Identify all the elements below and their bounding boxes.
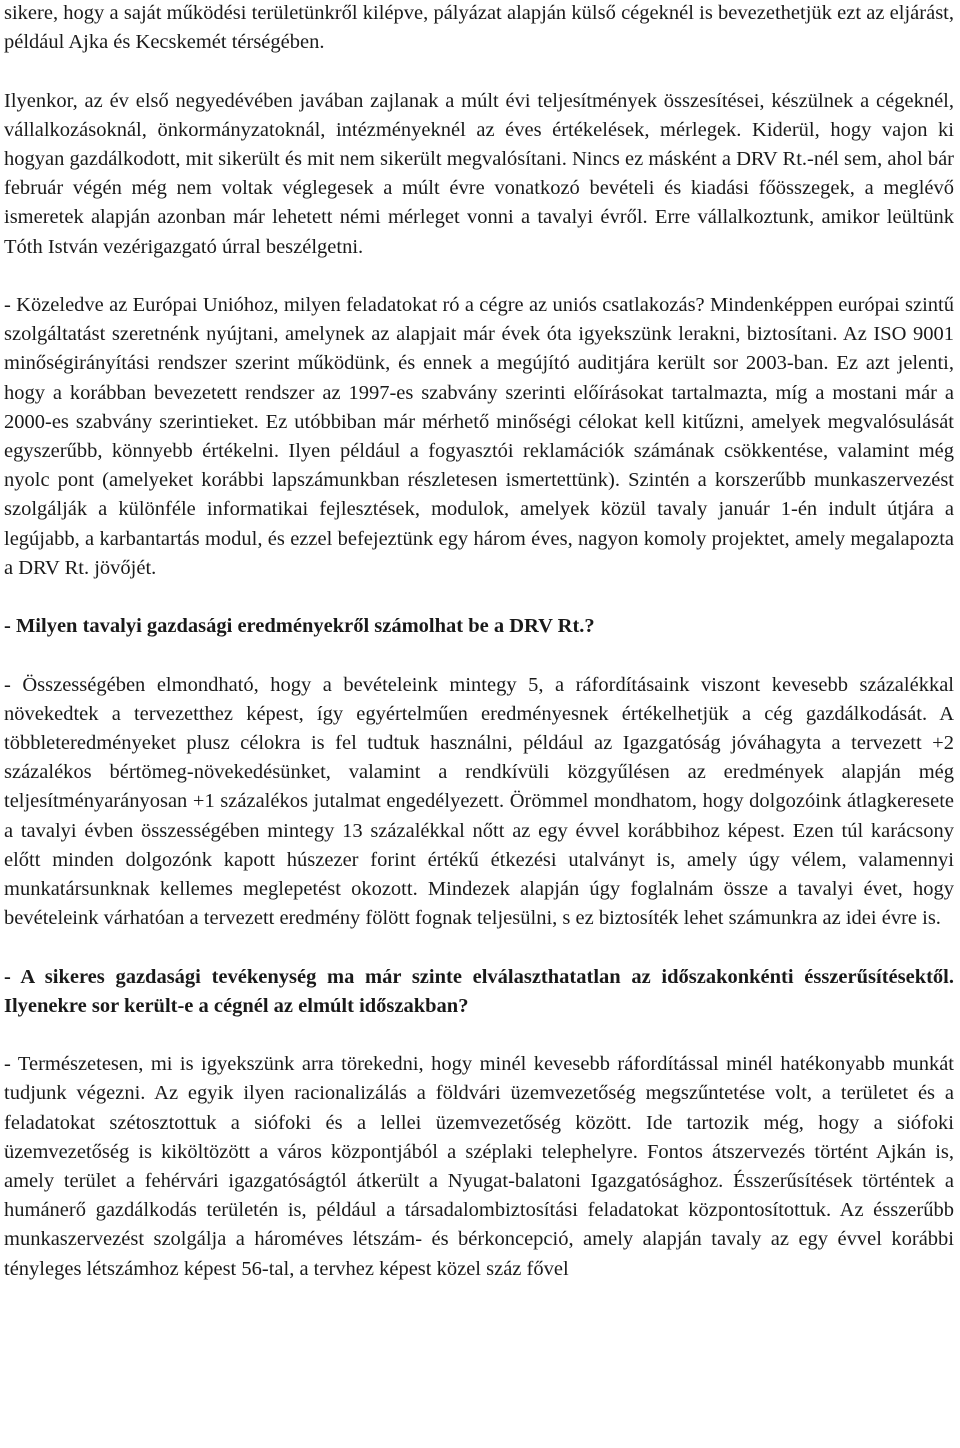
- paragraph-lead: Ilyenkor, az év első negyedévében javában zajlanak a múlt évi teljesítmények összesítései, készülnek a cégeknél, vállalkozásoknál, önkormányzatoknál, intézményeknél az éves értékelések, mérlegek. Kiderül, hogy vajon ki hogyan gazdálkodott, mit sikerült és mit nem sikerült megvalósítani. Nincs ez másként a DRV Rt.-nél sem, ahol bár február végén még nem voltak véglegesek a múlt évre vonatkozó bevételi és kiadási főösszegek, a meglévő ismeretek alapján azonban már lehetett némi mérleget vonni a tavalyi évről. Erre vállalkoztunk, amikor leültünk Tóth István vezérigazgató úrral beszélgetni.: [4, 89, 954, 258]
- paragraph-results-answer: - Összességében elmondható, hogy a bevételeink mintegy 5, a ráfordításaink viszont kevesebb százalékkal növekedtek a tervezetthez képest, így egyértelműen eredményesnek értékelhetjük a cég gazdálkodását. A többleteredményeket plusz célokra is fel tudtuk használni, például az Igazgatóság jóváhagyta a tervezett +2 százalékos bértömeg-növekedésünket, valamint a rendkívüli közgyűlésen az eredmények alapján még teljesítményarányosan +1 százalékos jutalmat engedélyezett. Örömmel mondhatom, hogy dolgozóink átlagkeresete a tavalyi évben összességében mintegy 13 százalékkal nőtt az egy évvel korábbihoz képest. Ezen túl karácsony előtt minden dolgozónk kapott húszezer forint értékű étkezési utalványt is, amely úgy vélem, valamennyi munkatársunknak kellemes meglepetést okozott. Mindezek alapján úgy foglalnám össze a tavalyi évet, hogy bevételeink várhatóan a tervezett eredmény fölött fognak teljesülni, s ez biztosíték lehet számunkra az idei évre is.: [4, 673, 954, 930]
- document-page: [4, 0, 954, 1313]
- paragraph-rationalization-answer: - Természetesen, mi is igyekszünk arra törekedni, hogy minél kevesebb ráfordítással minél hatékonyabb munkát tudjunk végezni. Az egyik ilyen racionalizálás a földvári üzemvezetőség megszűntetése volt, a területet és a feladatokat szétosztottuk a siófoki és a lellei üzemvezetőség között. Ide tartozik még, hogy a siófoki üzemvezetőség is kiköltözött a város központjából a széplaki telephelyre. Fontos átszervezés történt Ajkán is, amely terület a fehérvári igazgatóságtól átkerült a Nyugat-balatoni Igazgatósághoz. Ésszerűsítések történtek a humánerő gazdálkodás területén is, például a társadalombiztosítási feladatokat központosítottuk. Az ésszerűbb munkaszervezést szolgálja a hároméves létszám- és bérkoncepció, amely alapján tavaly az egy évvel korábbi tényleges létszámhoz képest 56-tal, a tervhez képest közel száz fővel: [4, 1053, 954, 1280]
- paragraph-intro-continuation: sikere, hogy a saját működési területünkről kilépve, pályázat alapján külső cégeknél is bevezethetjük ezt az eljárást, például Ajka és Kecskemét térségében.: [4, 2, 954, 54]
- question-heading-results: - Milyen tavalyi gazdasági eredményekről számolhat be a DRV Rt.?: [4, 615, 595, 638]
- paragraph-eu-answer: - Közeledve az Európai Unióhoz, milyen feladatokat ró a cégre az uniós csatlakozás? Mindenképpen európai szintű szolgáltatást szeretnénk nyújtani, amelynek az alapjait már évek óta igyekszünk lerakni, biztosítani. Az ISO 9001 minőségirányítási rendszer szerint működünk, és ennek a megújító auditjára került sor 2003-ban. Ez azt jelenti, hogy a korábban bevezetett rendszer az 1997-es szabvány szerinti előírásokat tartalmazta, míg a mostani már a 2000-es szabvány szerintieket. Ez utóbbiban már mérhető minőségi célokat kell kitűzni, amelyek megvalósulását egyszerűbb, könnyebb értékelni. Ilyen például a fogyasztói reklamációk számának csökkentése, valamint még nyolc pont (amelyeket korábbi lapszámunkban részletesen ismertettünk). Szintén a korszerűbb munkaszervezést szolgálják a különféle informatikai fejlesztések, modulok, amelyek közül tavaly január 1-én indult útjára a legújabb, a karbantartás modul, és ezzel befejeztünk egy három éves, nagyon komoly projektet, amely megalapozta a DRV Rt. jövőjét.: [4, 294, 954, 579]
- question-heading-rationalization: - A sikeres gazdasági tevékenység ma már szinte elválaszthatatlan az időszakonkénti ésszerűsítésektől. Ilyenekre sor került-e a cégnél az elmúlt időszakban?: [4, 965, 954, 1017]
